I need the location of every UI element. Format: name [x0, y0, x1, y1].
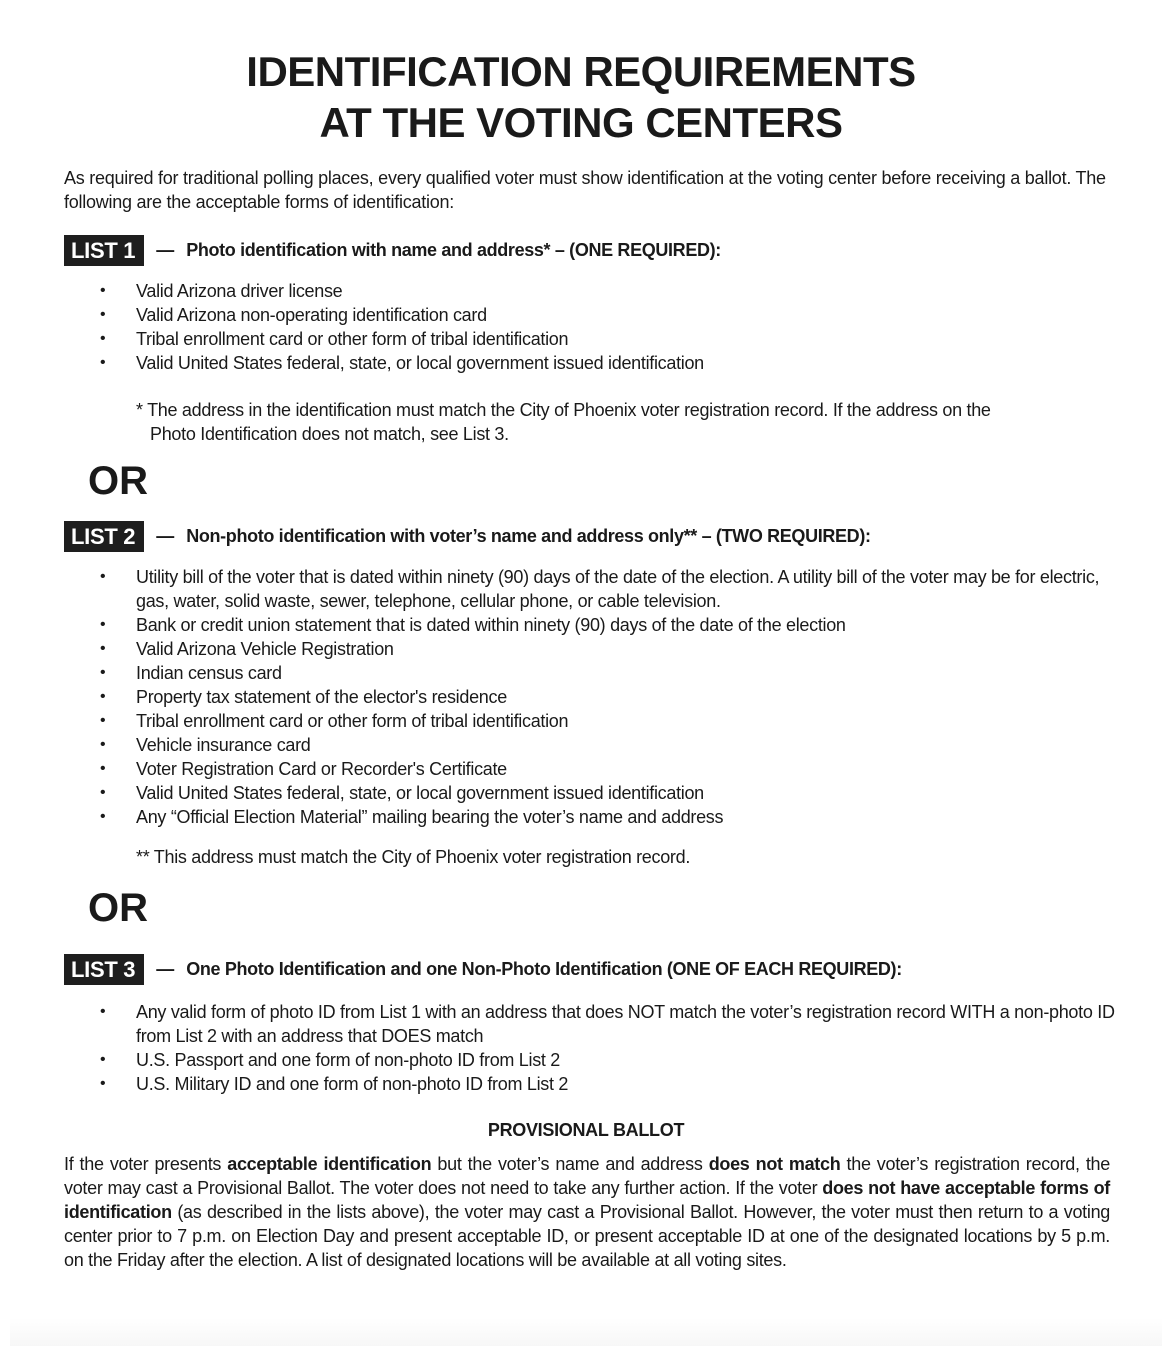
- bullet-icon: •: [100, 354, 106, 371]
- emphasis-does-not-match: does not match: [708, 1154, 841, 1174]
- list2-badge: LIST 2: [64, 521, 144, 552]
- list3-header: [64, 954, 902, 985]
- bullet-icon: •: [100, 808, 106, 825]
- bullet-icon: •: [100, 736, 106, 753]
- list-item: • Indian census card: [100, 663, 282, 683]
- intro-paragraph: As required for traditional polling places, every qualified voter must show identification at the voting center before receiving a ballot. The following are the acceptable forms of identification:: [64, 168, 1106, 212]
- list3-items: [64, 1000, 1124, 1096]
- list3-badge: LIST 3: [64, 954, 144, 985]
- bullet-icon: •: [100, 330, 106, 347]
- list-item: • Valid Arizona driver license: [100, 281, 343, 301]
- em-dash: —: [156, 240, 175, 260]
- provisional-ballot-heading: PROVISIONAL BALLOT: [487, 1120, 685, 1140]
- list-item: • Tribal enrollment card or other form of tribal identification: [100, 329, 569, 349]
- bullet-icon: •: [100, 1075, 106, 1092]
- bullet-icon: •: [100, 784, 106, 801]
- list-item: • Voter Registration Card or Recorder's Certificate: [100, 759, 507, 779]
- title-line-2: AT THE VOTING CENTERS: [319, 99, 843, 146]
- or-separator-2: OR: [88, 886, 148, 930]
- provisional-ballot-paragraph: If the voter presents acceptable identification but the voter’s name and address does not match the voter’s registration record, the voter may cast a Provisional Ballot. The voter does not need to take any further action. If the voter does not have acceptable forms of identification (as described in the lists above), the voter may cast a Provisional Ballot. However, the voter must then return to a voting center prior to 7 p.m. on Election Day and present acceptable ID, or present acceptable ID at one of the designated locations by 5 p.m. on the Friday after the election. A list of designated locations will be available at all voting sites.: [64, 1154, 1110, 1270]
- bullet-icon: •: [100, 1003, 106, 1020]
- em-dash: —: [156, 526, 175, 546]
- list1-badge: LIST 1: [64, 235, 144, 266]
- bullet-icon: •: [100, 760, 106, 777]
- list1-items: [64, 279, 1124, 375]
- list-item: • Bank or credit union statement that is dated within ninety (90) days of the date of the election: [100, 615, 846, 635]
- list-item: • Utility bill of the voter that is dated within ninety (90) days of the date of the election. A utility bill of the voter may be for electric, gas, water, solid waste, sewer, telephone, cellular phone, or cable television.: [100, 567, 1100, 611]
- list-item: • Valid United States federal, state, or local government issued identification: [100, 783, 704, 803]
- bullet-icon: •: [100, 640, 106, 657]
- em-dash: —: [156, 959, 175, 979]
- list1-description: Photo identification with name and address* – (ONE REQUIRED):: [186, 240, 721, 260]
- bullet-icon: •: [100, 712, 106, 729]
- list-item: • Valid United States federal, state, or local government issued identification: [100, 353, 704, 373]
- list-item: • Valid Arizona Vehicle Registration: [100, 639, 394, 659]
- list-item: • Any valid form of photo ID from List 1 with an address that does NOT match the voter’s registration record WITH a non-photo ID from List 2 with an address that DOES match: [100, 1002, 1115, 1046]
- list-item: • Any “Official Election Material” mailing bearing the voter’s name and address: [100, 807, 724, 827]
- bullet-icon: •: [100, 282, 106, 299]
- bullet-icon: •: [100, 688, 106, 705]
- bullet-icon: •: [100, 1051, 106, 1068]
- list2-items: [64, 565, 1124, 829]
- list2-footnote: ** This address must match the City of Phoenix voter registration record.: [136, 847, 691, 867]
- emphasis-acceptable-identification: acceptable identification: [227, 1154, 432, 1174]
- list-item: • Vehicle insurance card: [100, 735, 311, 755]
- page-bottom-edge: [10, 1318, 1162, 1346]
- list1-footnote: * The address in the identification must match the City of Phoenix voter registration record. If the address on the Photo Identification does not match, see List 3.: [136, 400, 991, 444]
- bullet-icon: •: [100, 664, 106, 681]
- page-title: [0, 46, 1162, 148]
- emphasis-no-acceptable-id: does not have acceptable forms of identification: [64, 1178, 1110, 1222]
- bullet-icon: •: [100, 568, 106, 585]
- list-item: • Tribal enrollment card or other form of tribal identification: [100, 711, 569, 731]
- list1-header: [64, 235, 721, 266]
- list2-description: Non-photo identification with voter’s name and address only** – (TWO REQUIRED):: [186, 526, 871, 546]
- bullet-icon: •: [100, 616, 106, 633]
- or-separator-1: OR: [88, 459, 148, 503]
- list2-header: [64, 521, 871, 552]
- list-item: • U.S. Passport and one form of non-photo ID from List 2: [100, 1050, 561, 1070]
- bullet-icon: •: [100, 306, 106, 323]
- title-line-1: IDENTIFICATION REQUIREMENTS: [246, 48, 916, 95]
- list-item: • U.S. Military ID and one form of non-photo ID from List 2: [100, 1074, 569, 1094]
- list3-description: One Photo Identification and one Non-Photo Identification (ONE OF EACH REQUIRED):: [186, 959, 902, 979]
- list-item: • Valid Arizona non-operating identification card: [100, 305, 487, 325]
- list-item: • Property tax statement of the elector's residence: [100, 687, 507, 707]
